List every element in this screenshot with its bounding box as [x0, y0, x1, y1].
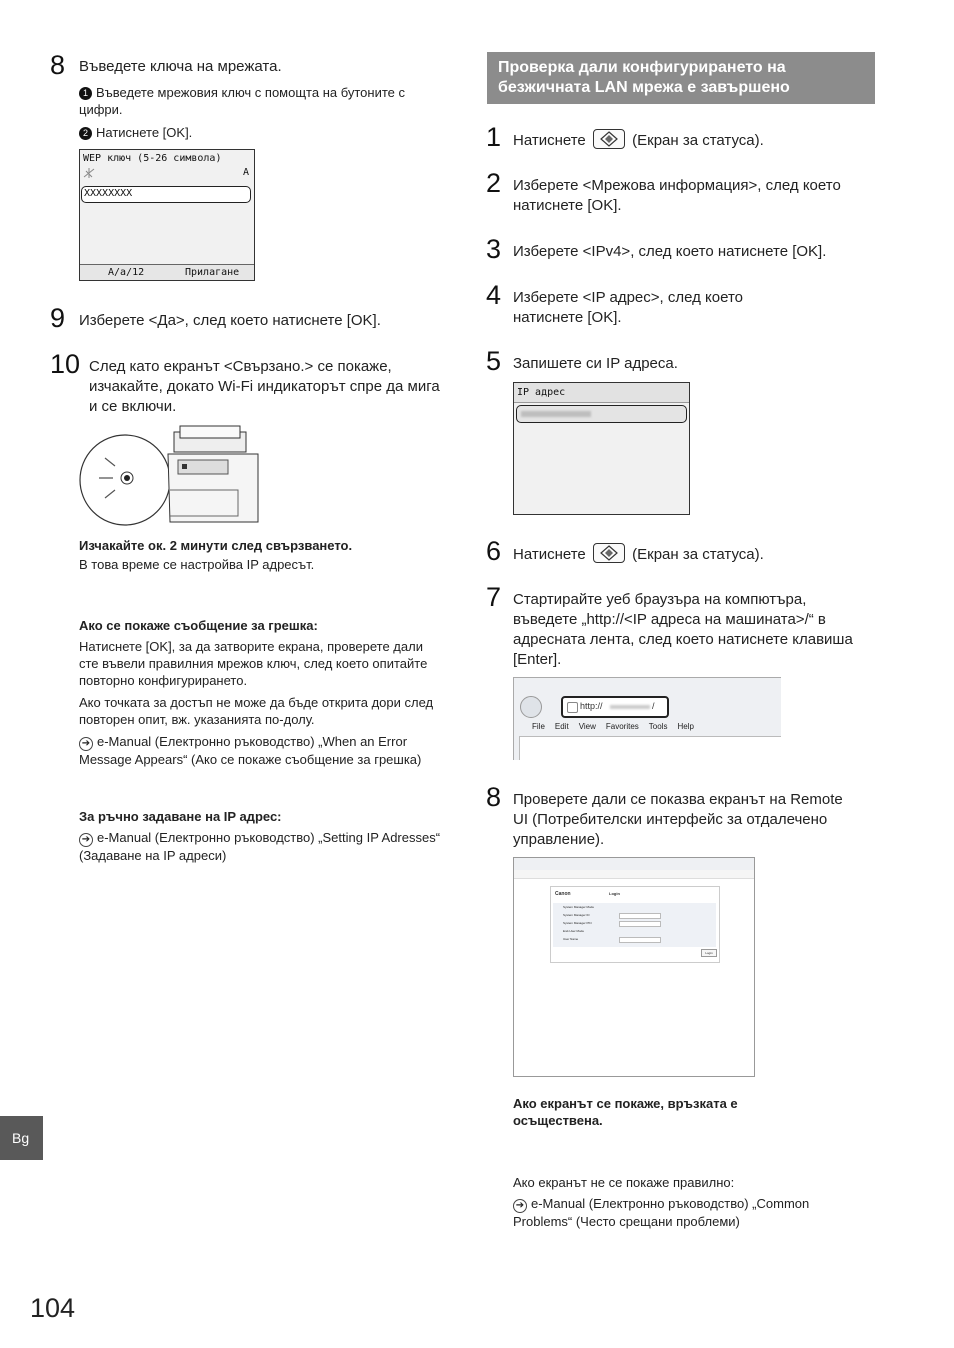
- menu-file[interactable]: File: [532, 722, 545, 731]
- manual-ip-reference: [79, 829, 444, 864]
- lcd-footer-mode-key[interactable]: A/a/12: [108, 267, 145, 278]
- success-note: Ако екранът се покаже, връзката е осъществена.: [513, 1096, 738, 1128]
- right-step-2-number: 2: [486, 168, 502, 198]
- arrow-right-circle-icon: ➔: [79, 737, 93, 751]
- wait-note-bold: Изчакайте ок. 2 минути след свързването.: [79, 538, 353, 553]
- address-bar[interactable]: [561, 696, 669, 718]
- wep-key-lcd-screen: [79, 149, 255, 281]
- lcd-input-mode: A: [242, 167, 249, 178]
- menu-view[interactable]: View: [578, 722, 596, 731]
- user-name-input[interactable]: [619, 937, 661, 943]
- arrow-right-circle-icon: ➔: [513, 1199, 527, 1213]
- system-manager-mode-option[interactable]: System Manager Mode: [563, 905, 595, 909]
- right-step-3-number: 3: [486, 234, 502, 264]
- right-step-8-text: Проверете дали се показва екранът на Remote UI (Потребителски интерфейс за отдалечено управление).: [513, 791, 843, 848]
- ip-lcd-title: IP адрес: [517, 387, 566, 398]
- right-step-1-number: 1: [486, 122, 502, 152]
- menu-tools[interactable]: Tools: [648, 722, 668, 731]
- step-8-text: Въведете ключа на мрежата.: [79, 58, 282, 75]
- error-paragraph-2: Ако точката за достъп не може да бъде открита дори след повторен опит, вж. указанията по-долу.: [79, 695, 434, 727]
- status-monitor-button-icon: [593, 129, 625, 149]
- error-paragraph-1: Натиснете [OK], за да затворите екрана, проверете дали сте въвели правилния мрежов ключ, след което опитайте повторно конфигурирането.: [79, 639, 428, 688]
- right-step-6-number: 6: [486, 536, 502, 566]
- circled-number-1: 1: [79, 87, 92, 100]
- manual-ip-reference-link[interactable]: e-Manual (Електронно ръководство) „Setting IP Adresses“ (Задаване на IP адреси): [79, 830, 441, 863]
- blurred-url-ip: [610, 705, 650, 709]
- right-step-7-text: Стартирайте уеб браузъра на компютъра, въведете „http://<IP адреса на машината>/“ в адресната лента, след което натиснете клавиша [Enter].: [513, 591, 853, 668]
- step-9-text: Изберете <Да>, след което натиснете [OK].: [79, 312, 381, 329]
- substep-2-text: Натиснете [OK].: [96, 125, 193, 140]
- remote-ui-login-panel: [550, 886, 720, 963]
- right-step-4-text: Изберете <IP адрес>, след което натиснете [OK].: [513, 289, 744, 326]
- mini-menu-bar: [514, 870, 754, 879]
- system-manager-id-input[interactable]: [619, 913, 661, 919]
- wait-note-text: В това време се настройва IP адресът.: [79, 557, 315, 572]
- right-step-1-post: (Екран за статуса).: [632, 132, 764, 149]
- right-step-5-number: 5: [486, 346, 502, 376]
- url-prefix: http://: [580, 701, 603, 711]
- right-step-8-number: 8: [486, 782, 502, 812]
- status-monitor-button-icon: [593, 543, 625, 563]
- menu-edit[interactable]: Edit: [554, 722, 569, 731]
- blurred-ip-value: [521, 411, 591, 417]
- lcd-footer-apply-key[interactable]: Прилагане: [185, 267, 240, 278]
- fail-manual-reference: [513, 1195, 843, 1230]
- page-icon: [567, 702, 578, 713]
- fail-note: Ако екранът не се покаже правилно:: [513, 1175, 735, 1190]
- error-reference-link[interactable]: e-Manual (Електронно ръководство) „When an Error Message Appears“ (Ако се покаже съобщение за грешка): [79, 734, 422, 767]
- canon-logo: Canon: [555, 891, 571, 897]
- right-step-3-text: Изберете <IPv4>, след което натиснете [OK].: [513, 243, 827, 260]
- circled-number-2: 2: [79, 127, 92, 140]
- menu-help[interactable]: Help: [677, 722, 694, 731]
- section-header-title: Проверка дали конфигурирането на безжичната LAN мрежа е завършено: [498, 59, 790, 96]
- lcd-footer: [80, 264, 254, 280]
- right-step-6-pre: Натиснете: [513, 546, 586, 563]
- step-10-text: След като екранът <Свързано.> се покаже, изчакайте, докато Wi-Fi индикаторът спре да мига и се включи.: [89, 358, 440, 415]
- ip-address-field-blurred: [516, 405, 687, 423]
- right-step-6-post: (Екран за статуса).: [632, 546, 764, 563]
- arrow-right-circle-icon: ➔: [79, 833, 93, 847]
- wep-key-input[interactable]: XXXXXXXX: [81, 186, 251, 203]
- lcd-title: WEP ключ (5-26 символа): [83, 153, 222, 164]
- browser-menu-bar: [532, 722, 694, 731]
- login-form-area: [553, 903, 716, 947]
- step-10-number: 10: [50, 349, 81, 379]
- right-step-7-number: 7: [486, 582, 502, 612]
- system-manager-pin-input[interactable]: [619, 921, 661, 927]
- remote-ui-screenshot: [513, 857, 755, 1077]
- ip-address-lcd-screen: [513, 382, 690, 515]
- right-step-1-text: [513, 129, 764, 151]
- menu-favorites[interactable]: Favorites: [605, 722, 639, 731]
- right-step-4-number: 4: [486, 280, 502, 310]
- step-8-substep-2: [79, 124, 192, 141]
- url-suffix: /: [652, 701, 655, 711]
- right-step-6-text: [513, 543, 764, 565]
- substep-1-text: Въведете мрежовия ключ с помощта на бутоните с цифри.: [79, 85, 406, 117]
- end-user-mode-option[interactable]: End-User Mode: [563, 929, 585, 933]
- error-manual-reference: [79, 733, 444, 768]
- step-9-number: 9: [50, 303, 66, 333]
- remote-ui-login-title: Login: [609, 891, 620, 896]
- system-manager-pin-label: System Manager PIN: [563, 921, 592, 925]
- page-number: 104: [30, 1293, 76, 1323]
- browser-screenshot: [513, 677, 781, 760]
- printer-wifi-indicator-illustration: [78, 420, 278, 530]
- right-step-1-pre: Натиснете: [513, 132, 586, 149]
- remote-ui-login-button[interactable]: Login: [701, 949, 717, 957]
- step-8-substep-1: [79, 84, 449, 118]
- fail-reference-link[interactable]: e-Manual (Електронно ръководство) „Common Problems“ (Често срещани проблеми): [513, 1196, 810, 1229]
- section-header: [487, 52, 875, 104]
- system-manager-id-label: System Manager ID: [563, 913, 590, 917]
- wifi-signal-icon: [83, 167, 95, 179]
- user-name-label: User Name: [563, 937, 579, 941]
- browser-content-area: [519, 736, 781, 760]
- right-step-5-text: Запишете си IP адреса.: [513, 355, 678, 372]
- right-step-2-text: Изберете <Мрежова информация>, след което натиснете [OK].: [513, 177, 841, 214]
- step-8-number: 8: [50, 50, 66, 80]
- back-button-icon[interactable]: [520, 696, 542, 718]
- ip-lcd-title-bar: [514, 383, 689, 403]
- language-code: Bg: [12, 1130, 30, 1146]
- language-side-tab: [0, 1116, 43, 1160]
- manual-ip-title: За ръчно задаване на IP адрес:: [79, 809, 282, 824]
- error-title: Ако се покаже съобщение за грешка:: [79, 618, 318, 633]
